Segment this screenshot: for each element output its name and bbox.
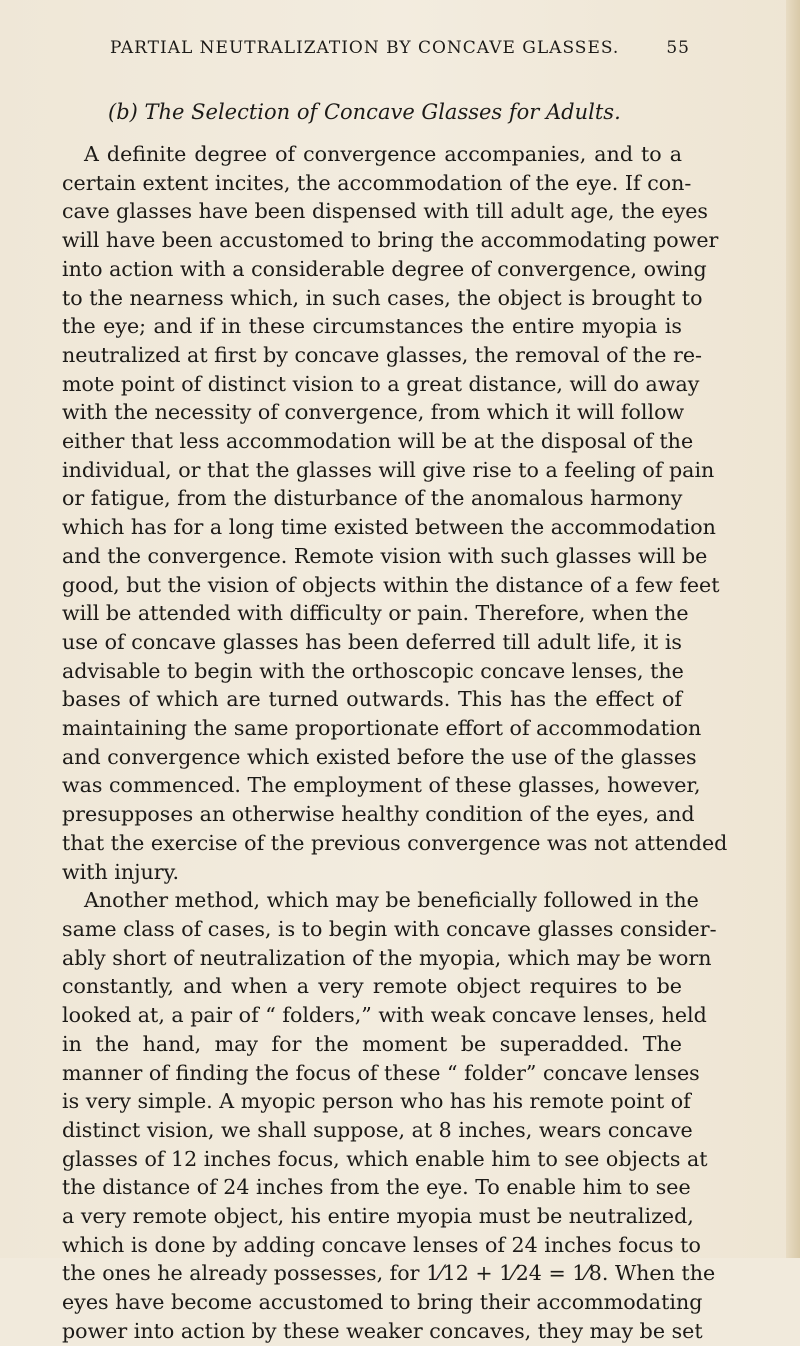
text-line: advisable to begin with the orthoscopic concave lenses, the	[62, 658, 684, 683]
text-line: cave glasses have been dispensed with till adult age, the eyes	[62, 199, 708, 224]
running-header	[110, 38, 690, 58]
text-line: bases of which are turned outwards. This has the effect of	[62, 687, 682, 712]
text-line: with injury.	[62, 859, 180, 884]
text-line: presupposes an otherwise healthy condition of the eyes, and	[62, 802, 695, 827]
text-line: ably short of neutralization of the myopia, which may be worn	[62, 945, 712, 970]
text-line: or fatigue, from the disturbance of the anomalous harmony	[62, 486, 683, 511]
text-line: Another method, which may be beneficially followed in the	[84, 888, 699, 913]
text-line: maintaining the same proportionate effort of accommodation	[62, 716, 702, 741]
text-line: eyes have become accustomed to bring their accommodating	[62, 1290, 703, 1315]
text-line: into action with a considerable degree of convergence, owing	[62, 256, 707, 281]
text-line: individual, or that the glasses will give rise to a feeling of pain	[62, 457, 715, 482]
section-heading: (b) The Selection of Concave Glasses for Adults.	[108, 100, 621, 124]
text-line: A definite degree of convergence accompanies, and to a	[84, 142, 682, 166]
text-line: mote point of distinct vision to a great distance, will do away	[62, 371, 700, 396]
text-line: same class of cases, is to begin with concave glasses consider-	[62, 916, 717, 941]
text-line: the distance of 24 inches from the eye. To enable him to see	[62, 1175, 691, 1200]
page-edge	[786, 0, 800, 1258]
text-line: good, but the vision of objects within the distance of a few feet	[62, 572, 720, 597]
text-line: a very remote object, his entire myopia must be neutralized,	[62, 1204, 694, 1229]
text-line: with the necessity of convergence, from which it will follow	[62, 400, 685, 425]
text-line: will be attended with difficulty or pain. Therefore, when the	[62, 601, 689, 626]
text-line: in the hand, may for the moment be superadded. The	[62, 1031, 682, 1056]
text-line: that the exercise of the previous convergence was not attended	[62, 830, 728, 855]
text-line: the ones he already possesses, for 1⁄12 + 1⁄24 = 1⁄8. When the	[62, 1261, 716, 1286]
text-line: which has for a long time existed between the accommodation	[62, 515, 716, 540]
text-line: manner of finding the focus of these “ folder” concave lenses	[62, 1060, 700, 1085]
text-line: looked at, a pair of “ folders,” with weak concave lenses, held	[62, 1003, 707, 1028]
text-line: constantly, and when a very remote object requires to be	[62, 974, 682, 999]
text-line: is very simple. A myopic person who has his remote point of	[62, 1089, 691, 1114]
text-line: neutralized at first by concave glasses, the removal of the re-	[62, 342, 702, 367]
text-line: and convergence which existed before the use of the glasses	[62, 744, 697, 769]
text-line: which is done by adding concave lenses of 24 inches focus to	[62, 1232, 701, 1257]
text-line: and the convergence. Remote vision with such glasses will be	[62, 543, 708, 568]
text-line: will have been accustomed to bring the accommodating power	[62, 228, 719, 253]
text-line: glasses of 12 inches focus, which enable him to see objects at	[62, 1146, 708, 1171]
text-line: distinct vision, we shall suppose, at 8 inches, wears concave	[62, 1117, 693, 1142]
text-line: use of concave glasses has been deferred till adult life, it is	[62, 629, 682, 654]
text-line: power into action by these weaker concaves, they may be set	[62, 1318, 703, 1343]
body-text	[62, 140, 728, 1346]
text-line: either that less accommodation will be at the disposal of the	[62, 429, 694, 454]
text-line: was commenced. The employment of these glasses, however,	[62, 773, 701, 798]
running-title: PARTIAL NEUTRALIZATION BY CONCAVE GLASSES.	[110, 38, 620, 58]
text-line: the eye; and if in these circumstances the entire myopia is	[62, 314, 682, 339]
text-line: to the nearness which, in such cases, the object is brought to	[62, 285, 703, 310]
page-number: 55	[666, 38, 690, 58]
text-line: certain extent incites, the accommodation of the eye. If con-	[62, 170, 692, 195]
